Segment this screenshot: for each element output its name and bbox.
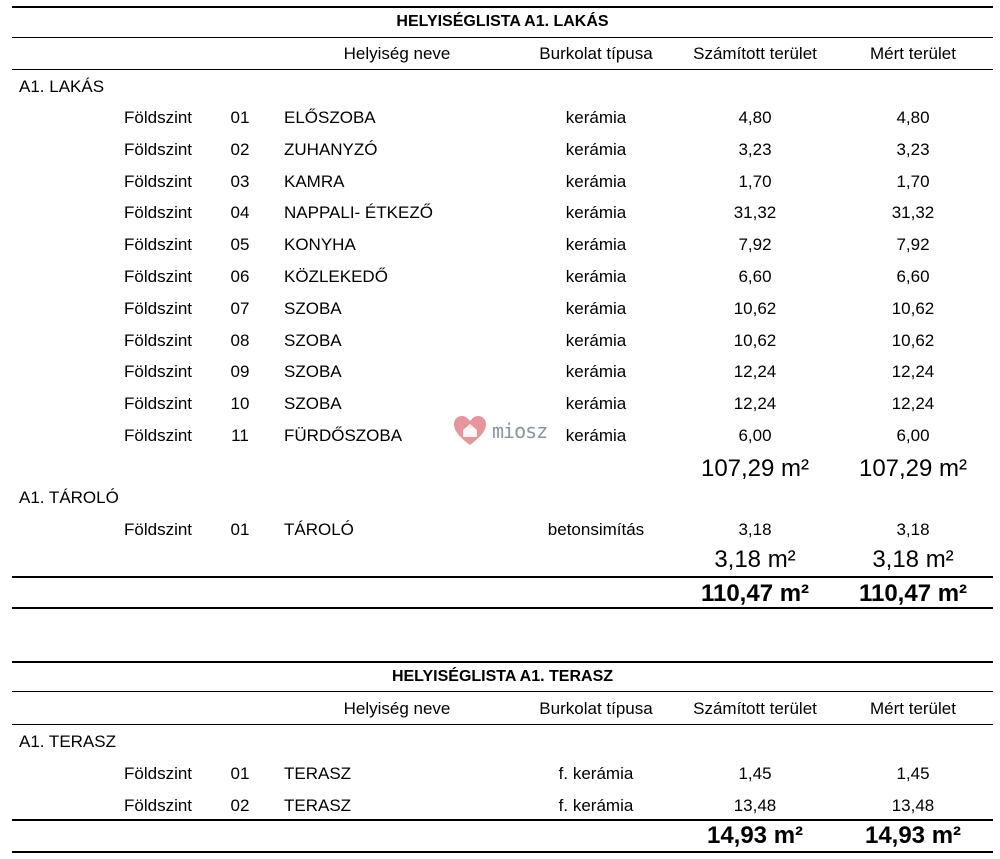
cell-finish: kerámia	[565, 426, 627, 445]
cell-number: 07	[230, 298, 250, 318]
cell-meas-area: 6,60	[896, 267, 930, 286]
cell-calc-area: 1,70	[738, 171, 772, 191]
cell-calc-area: 31,32	[733, 203, 777, 223]
table1-header-name: Helyiség neve	[343, 44, 451, 63]
cell-number: 10	[230, 394, 250, 414]
table2-title-rule	[12, 691, 993, 692]
cell-level: Földszint	[124, 764, 193, 783]
cell-room-name: SZOBA	[284, 362, 342, 382]
cell-level: Földszint	[124, 330, 193, 350]
cell-room-name: TÁROLÓ	[284, 520, 354, 539]
cell-level: Földszint	[124, 520, 193, 539]
watermark	[452, 414, 552, 450]
cell-room-name: FÜRDŐSZOBA	[284, 426, 403, 445]
cell-meas-area: 1,45	[896, 764, 930, 783]
table1-bottom-rule	[12, 607, 993, 609]
cell-finish: kerámia	[565, 139, 627, 159]
cell-level: Földszint	[124, 426, 193, 445]
cell-finish: kerámia	[565, 362, 627, 382]
cell-calc-area: 13,48	[733, 795, 777, 815]
cell-level: Földszint	[124, 203, 193, 223]
table2-top-rule	[12, 661, 993, 663]
watermark-text: miosz	[492, 419, 548, 443]
group-title-tarolo: A1. TÁROLÓ	[19, 488, 119, 507]
cell-number: 05	[230, 235, 250, 255]
cell-calc-area: 10,62	[733, 298, 777, 318]
table2-total-top-rule	[12, 819, 993, 821]
cell-meas-area: 31,32	[891, 203, 935, 223]
cell-number: 01	[230, 764, 250, 783]
cell-room-name: ELŐSZOBA	[284, 108, 376, 127]
cell-finish: betonsimítás	[547, 520, 645, 539]
cell-finish: kerámia	[565, 203, 627, 223]
subtotal-lakas-meas: 107,29 m²	[858, 455, 968, 482]
cell-calc-area: 1,45	[738, 764, 772, 783]
cell-finish: kerámia	[565, 330, 627, 350]
cell-room-name: KAMRA	[284, 171, 345, 191]
cell-room-name: SZOBA	[284, 330, 342, 350]
cell-finish: f. kerámia	[558, 764, 634, 783]
cell-meas-area: 13,48	[891, 795, 935, 815]
cell-meas-area: 6,00	[896, 426, 930, 445]
table2-header-rule	[12, 724, 993, 725]
cell-room-name: KÖZLEKEDŐ	[284, 267, 388, 286]
cell-meas-area: 10,62	[891, 298, 935, 318]
cell-calc-area: 6,00	[738, 426, 772, 445]
cell-calc-area: 6,60	[738, 267, 772, 286]
cell-meas-area: 12,24	[891, 362, 935, 382]
cell-meas-area: 3,23	[896, 139, 930, 159]
cell-room-name: SZOBA	[284, 298, 342, 318]
table2-total-calc: 14,93 m²	[706, 822, 804, 849]
cell-number: 06	[230, 267, 250, 286]
group-title-lakas: A1. LAKÁS	[19, 77, 105, 96]
cell-number: 02	[230, 139, 250, 159]
table1-top-rule	[12, 6, 993, 8]
table1-header-rule	[12, 69, 993, 70]
cell-calc-area: 3,18	[738, 520, 772, 539]
cell-number: 01	[230, 108, 250, 127]
cell-level: Földszint	[124, 235, 193, 255]
table2-header-finish: Burkolat típusa	[539, 699, 653, 718]
table2-header-name: Helyiség neve	[343, 699, 451, 718]
table1-header-meas-area: Mért terület	[870, 44, 956, 63]
cell-finish: kerámia	[565, 235, 627, 255]
cell-calc-area: 10,62	[733, 330, 777, 350]
cell-finish: kerámia	[565, 394, 627, 414]
table1-title: HELYISÉGLISTA A1. LAKÁS	[396, 13, 609, 30]
subtotal-lakas-calc: 107,29 m²	[700, 455, 810, 482]
cell-level: Földszint	[124, 298, 193, 318]
cell-level: Földszint	[124, 267, 193, 286]
cell-room-name: TERASZ	[284, 795, 352, 815]
cell-number: 02	[230, 795, 250, 815]
table2-title: HELYISÉGLISTA A1. TERASZ	[391, 668, 614, 685]
subtotal-tarolo-calc: 3,18 m²	[714, 546, 796, 573]
cell-meas-area: 12,24	[891, 394, 935, 414]
table2-header-calc-area: Számított terület	[693, 699, 817, 718]
cell-level: Földszint	[124, 108, 193, 127]
cell-level: Földszint	[124, 394, 193, 414]
table1-total-top-rule	[12, 576, 993, 578]
cell-room-name: SZOBA	[284, 394, 342, 414]
cell-level: Földszint	[124, 795, 193, 815]
cell-room-name: TERASZ	[284, 764, 352, 783]
cell-meas-area: 1,70	[896, 171, 930, 191]
subtotal-tarolo-meas: 3,18 m²	[872, 546, 954, 573]
cell-level: Földszint	[124, 362, 193, 382]
cell-finish: kerámia	[565, 108, 627, 127]
group-title-terasz: A1. TERASZ	[19, 732, 116, 751]
cell-room-name: ZUHANYZÓ	[284, 139, 378, 159]
table2-bottom-rule	[12, 851, 993, 853]
cell-calc-area: 12,24	[733, 394, 777, 414]
cell-number: 04	[230, 203, 250, 223]
cell-number: 11	[231, 426, 249, 445]
cell-calc-area: 7,92	[738, 235, 772, 255]
table2-header-meas-area: Mért terület	[870, 699, 956, 718]
cell-level: Földszint	[124, 139, 193, 159]
table1-total-meas: 110,47 m²	[858, 580, 968, 607]
cell-room-name: KONYHA	[284, 235, 356, 255]
table1-total-calc: 110,47 m²	[700, 580, 810, 607]
cell-room-name: NAPPALI- ÉTKEZŐ	[284, 203, 433, 223]
cell-meas-area: 7,92	[896, 235, 930, 255]
cell-calc-area: 3,23	[738, 139, 772, 159]
table1-title-rule	[12, 37, 993, 38]
cell-finish: kerámia	[565, 267, 627, 286]
table2-total-meas: 14,93 m²	[864, 822, 962, 849]
cell-calc-area: 4,80	[738, 108, 772, 127]
table1-header-calc-area: Számított terület	[693, 44, 817, 63]
cell-finish: f. kerámia	[558, 795, 634, 815]
cell-number: 08	[230, 330, 250, 350]
cell-number: 01	[230, 520, 250, 539]
heart-house-icon	[452, 414, 488, 448]
cell-meas-area: 3,18	[896, 520, 930, 539]
cell-finish: kerámia	[565, 298, 627, 318]
table1-header-finish: Burkolat típusa	[539, 44, 653, 63]
cell-finish: kerámia	[565, 171, 627, 191]
cell-number: 03	[230, 171, 250, 191]
cell-level: Földszint	[124, 171, 193, 191]
cell-calc-area: 12,24	[733, 362, 777, 382]
cell-meas-area: 4,80	[896, 108, 930, 127]
cell-meas-area: 10,62	[891, 330, 935, 350]
cell-number: 09	[230, 362, 250, 382]
